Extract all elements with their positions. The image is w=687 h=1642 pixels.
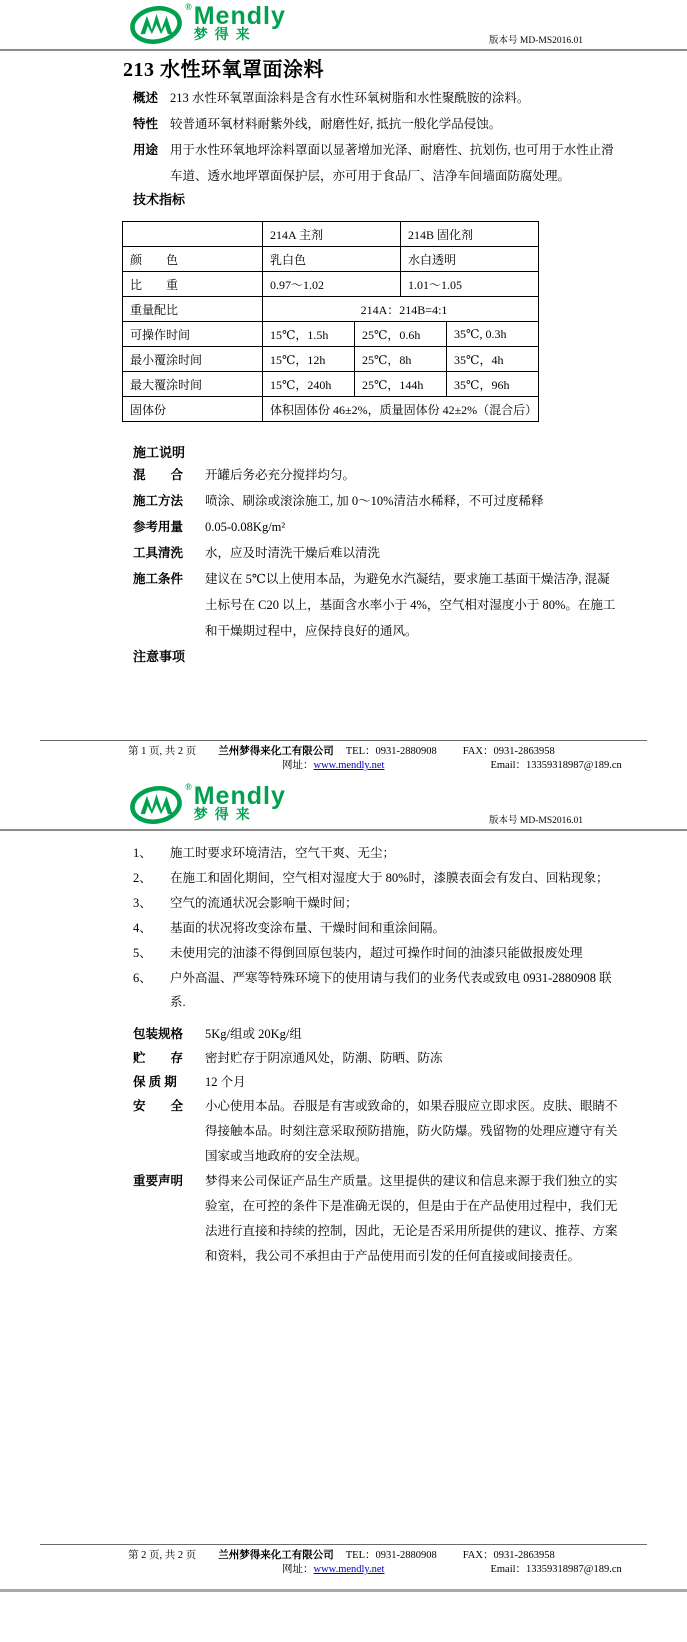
brand-logo: [128, 784, 687, 826]
tool-cleaning-text: 水，应及时清洗干燥后难以清洗: [205, 546, 381, 560]
footer-fax: FAX：0931-2863958: [462, 1550, 555, 1561]
brand-name: Mendly: [193, 782, 286, 810]
brand-name-cn: 梦得来: [193, 28, 257, 43]
brand-name-cn: 梦得来: [193, 808, 257, 823]
page2-footer: [0, 1544, 687, 1576]
overview-text: 213 水性环氧罩面涂料是含有水性环氧树脂和水性聚酰胺的涂料。: [170, 91, 530, 105]
footer-email: Email：13359318987@189.cn: [490, 1564, 622, 1575]
cell-max-25: 25℃，144h: [355, 372, 447, 397]
application-method-label: 施工方法: [133, 494, 184, 508]
safety-row: [133, 1094, 620, 1169]
logo-emblem-icon: [128, 4, 184, 46]
table-row-header: [123, 222, 539, 247]
usage-text: 用于水性环氧地坪涂料罩面以显著增加光泽、耐磨性、抗划伤, 也可用于水性止滑车道、透水地坪罩面保护层，亦可用于食品厂、洁净车间墙面防腐处理。: [170, 143, 614, 183]
storage-label: 贮 存: [133, 1051, 184, 1065]
product-properties: [0, 1022, 687, 1269]
mixing-row: [133, 462, 620, 488]
construction-heading: 施工说明: [133, 445, 186, 460]
usage-row: [133, 137, 620, 189]
usage-label: 用途: [133, 143, 159, 157]
row-label: 颜 色: [123, 247, 263, 272]
application-method-row: [133, 488, 620, 514]
cell-solids: 体积固体份 46±2%，质量固体份 42±2%（混合后）: [263, 397, 539, 422]
version-label: 版本号 MD-MS2016.01: [489, 36, 583, 46]
shelf-life-text: 12 个月: [205, 1075, 246, 1089]
footer-company-name: 兰州梦得来化工有限公司: [218, 1550, 334, 1561]
footer-tel: TEL：0931-2880908: [345, 1550, 437, 1561]
note-item-3: [133, 891, 620, 915]
note-number: 3、: [133, 896, 152, 910]
tech-specs-heading: 技术指标: [133, 192, 186, 207]
row-label: 固体份: [123, 397, 263, 422]
safety-text: 小心使用本品。吞服是有害或致命的，如果吞服应立即求医。皮肤、眼睛不得接触本品。时刻注意采取预防措施，防火防爆。残留物的处理应遵守有关国家或当地政府的安全法规。: [205, 1099, 618, 1163]
footer-company-name: 兰州梦得来化工有限公司: [218, 746, 334, 757]
footer-line2: [282, 1563, 687, 1576]
note-item-5: [133, 941, 620, 965]
feature-row: [133, 111, 620, 137]
registered-mark: ®: [185, 2, 192, 12]
note-item-4: [133, 916, 620, 940]
packaging-label: 包装规格: [133, 1027, 184, 1041]
note-number: 5、: [133, 946, 152, 960]
note-number: 2、: [133, 871, 152, 885]
conditions-text: 建议在 5℃以上使用本品，为避免水汽凝结，要求施工基面干燥洁净, 混凝土标号在 C20 以上，基面含水率小于 4%，空气相对湿度小于 80%。在施工和干燥期过程中，应保持良好的通风。: [205, 572, 616, 638]
brand-name: Mendly: [193, 2, 286, 30]
tech-specs-table: [122, 221, 539, 422]
footer-web-label: 网址：: [282, 760, 314, 771]
storage-text: 密封贮存于阴凉通风处，防潮、防晒、防冻: [205, 1051, 443, 1065]
footer-line2: [282, 759, 687, 772]
header-rule: [0, 829, 687, 831]
footer-email: Email：13359318987@189.cn: [490, 760, 622, 771]
conditions-row: [133, 566, 620, 644]
coverage-row: [133, 514, 620, 540]
note-item-6: [133, 966, 620, 1014]
tool-cleaning-label: 工具清洗: [133, 546, 184, 560]
note-number: 4、: [133, 921, 152, 935]
page-2: [0, 776, 687, 1269]
page1-footer: [0, 740, 687, 772]
safety-label: 安 全: [133, 1099, 184, 1113]
brand-text: [194, 784, 286, 824]
website-link[interactable]: www.mendly.net: [313, 760, 385, 771]
packaging-text: 5Kg/组或 20Kg/组: [205, 1027, 302, 1041]
feature-label: 特性: [133, 117, 159, 131]
cell-214b-header: 214B 固化剂: [401, 222, 539, 247]
note-text: 基面的状况将改变涂布量、干燥时间和重涂间隔。: [170, 921, 446, 935]
table-row-gravity: [123, 272, 539, 297]
note-text: 户外高温、严寒等特殊环境下的使用请与我们的业务代表或致电 0931-2880908 联系.: [170, 971, 612, 1009]
shelf-life-row: [133, 1070, 620, 1094]
website-link[interactable]: www.mendly.net: [313, 1564, 385, 1575]
notes-list: [0, 841, 687, 1014]
table-row-pot-life: [123, 322, 539, 347]
version-label: 版本号 MD-MS2016.01: [489, 816, 583, 826]
mixing-label: 混 合: [133, 468, 184, 482]
registered-mark: ®: [185, 782, 192, 792]
cell-max-35: 35℃，96h: [447, 372, 539, 397]
note-text: 空气的流通状况会影响干燥时间；: [170, 896, 358, 910]
table-row-ratio: [123, 297, 539, 322]
brand-text: [194, 4, 286, 44]
row-label: 可操作时间: [123, 322, 263, 347]
logo-emblem-icon: [128, 784, 184, 826]
cell-min-25: 25℃，8h: [355, 347, 447, 372]
coverage-text: 0.05-0.08Kg/m²: [205, 520, 286, 534]
page2-header: [0, 784, 687, 828]
cell-pot-25: 25℃，0.6h: [355, 322, 447, 347]
table-row-min-recoat: [123, 347, 539, 372]
application-method-text: 喷涂、刷涂或滚涂施工, 加 0～10%清洁水稀释，不可过度稀释: [205, 494, 544, 508]
coverage-label: 参考用量: [133, 520, 184, 534]
cell-empty: [123, 222, 263, 247]
cell-color-b: 水白透明: [401, 247, 539, 272]
footer-rule: [40, 740, 647, 741]
cell-gravity-b: 1.01～1.05: [401, 272, 539, 297]
cell-214a-header: 214A 主剂: [263, 222, 401, 247]
disclaimer-text: 梦得来公司保证产品生产质量。这里提供的建议和信息来源于我们独立的实验室，在可控的条件下是准确无误的，但是由于在产品使用过程中，我们无法进行直接和持续的控制，因此，无论是否采用所提供的建议、推荐、方案和资料，我公司不承担由于产品使用而引发的任何直接或间接责任。: [205, 1174, 618, 1263]
brand-logo: [128, 4, 687, 46]
row-label: 最小覆涂时间: [123, 347, 263, 372]
row-label: 最大覆涂时间: [123, 372, 263, 397]
mixing-text: 开罐后务必充分搅拌均匀。: [205, 468, 356, 482]
tool-cleaning-row: [133, 540, 620, 566]
footer-line1: [128, 745, 687, 758]
cell-color-a: 乳白色: [263, 247, 401, 272]
overview-label: 概述: [133, 91, 159, 105]
cell-max-15: 15℃，240h: [263, 372, 355, 397]
cell-pot-35: 35℃, 0.3h: [447, 322, 539, 347]
footer-web-label: 网址：: [282, 1564, 314, 1575]
cell-ratio: 214A：214B=4:1: [263, 297, 539, 322]
footer-line1: [128, 1549, 687, 1562]
disclaimer-label: 重要声明: [133, 1174, 184, 1188]
table-row-max-recoat: [123, 372, 539, 397]
note-number: 1、: [133, 846, 152, 860]
note-text: 未使用完的油漆不得倒回原包装内，超过可操作时间的油漆只能做报废处理: [170, 946, 583, 960]
cell-pot-15: 15℃，1.5h: [263, 322, 355, 347]
footer-tel: TEL：0931-2880908: [345, 746, 437, 757]
packaging-row: [133, 1022, 620, 1046]
notes-heading: 注意事项: [133, 649, 186, 664]
footer-page-number: 第 2 页, 共 2 页: [128, 1550, 197, 1561]
row-label: 重量配比: [123, 297, 263, 322]
overview-row: [133, 85, 620, 111]
table-row-color: [123, 247, 539, 272]
conditions-label: 施工条件: [133, 572, 184, 586]
storage-row: [133, 1046, 620, 1070]
table-row-solids: [123, 397, 539, 422]
shelf-life-label: 保 质 期: [133, 1075, 177, 1089]
cell-min-35: 35℃，4h: [447, 347, 539, 372]
note-text: 在施工和固化期间，空气相对湿度大于 80%时，漆膜表面会有发白、回粘现象；: [170, 871, 609, 885]
header-rule: [0, 49, 687, 51]
cell-min-15: 15℃，12h: [263, 347, 355, 372]
footer-page-number: 第 1 页, 共 2 页: [128, 746, 197, 757]
page-bottom-edge: [0, 1589, 687, 1592]
feature-text: 较普通环氧材料耐紫外线，耐磨性好, 抵抗一般化学品侵蚀。: [170, 117, 502, 131]
disclaimer-row: [133, 1169, 620, 1269]
doc-title: 213 水性环氧罩面涂料: [123, 59, 324, 81]
note-item-2: [133, 866, 620, 890]
footer-rule: [40, 1544, 647, 1545]
note-item-1: [133, 841, 620, 865]
cell-gravity-a: 0.97～1.02: [263, 272, 401, 297]
footer-fax: FAX：0931-2863958: [462, 746, 555, 757]
page1-header: [0, 4, 687, 48]
note-text: 施工时要求环境清洁，空气干爽、无尘；: [170, 846, 396, 860]
row-label: 比 重: [123, 272, 263, 297]
note-number: 6、: [133, 971, 152, 985]
page-1: [0, 2, 687, 771]
